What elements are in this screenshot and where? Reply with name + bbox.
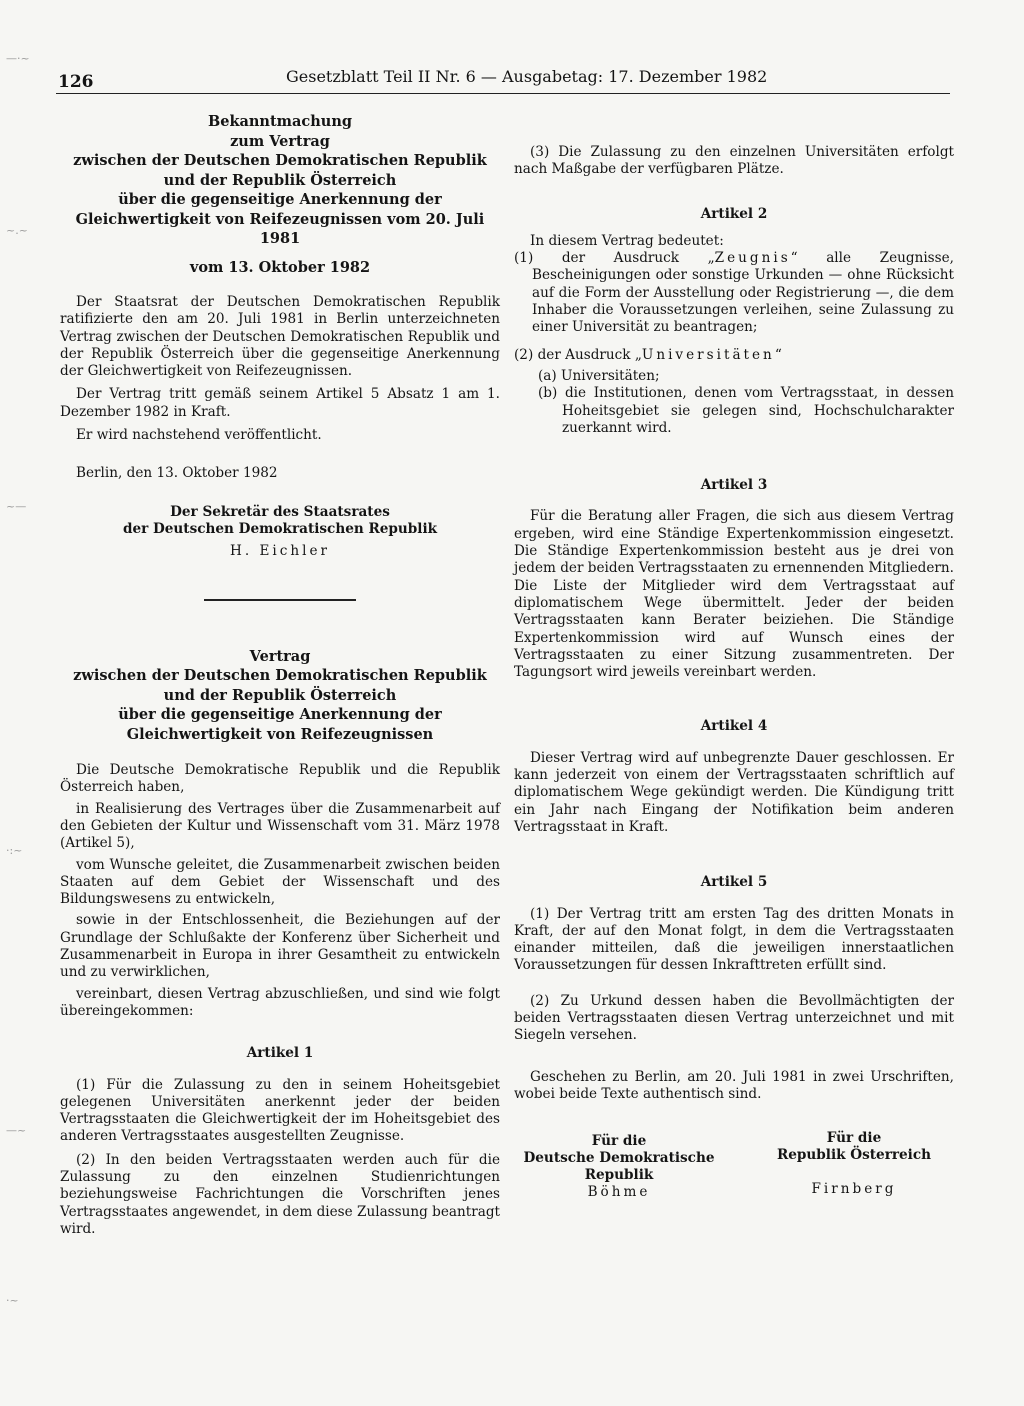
signature-gdr bbox=[514, 1133, 724, 1201]
gazette-header: Gesetzblatt Teil II Nr. 6 — Ausgabetag: 17. Dezember 1982 bbox=[286, 67, 768, 86]
announcement-title-line: und der Republik Österreich bbox=[163, 171, 397, 189]
signature-label: Republik bbox=[584, 1167, 654, 1184]
signer-name: H. Eichler bbox=[229, 543, 331, 560]
signer-title: Der Sekretär des Staatsrates bbox=[170, 503, 390, 520]
place-date: Berlin, den 13. Oktober 1982 bbox=[76, 465, 278, 482]
item-text: “ bbox=[774, 346, 782, 363]
signature-label: Deutsche Demokratische bbox=[523, 1150, 715, 1167]
preamble-paragraph: sowie in der Entschlossenheit, die Beziehungen auf der Grundlage der Schlußakte der Konferenz über Sicherheit und Zusammenarbeit in Europa in ihrer Gesamtheit zu entwickeln und zu verwirklichen, bbox=[60, 912, 500, 981]
article-3-paragraph: Für die Beratung aller Fragen, die sich aus diesem Vertrag ergeben, wird eine Ständige Expertenkommission eingesetzt. Die Ständige Expertenkommission besteht aus je drei von jedem der beiden Vertragsstaaten zu ernennenden Mitgliedern. Die Liste der Mitglieder wird dem Vertragsstaat auf diplomatischem Wege übermittelt. Jeder der beiden Vertragsstaaten kann Berater beiziehen. Die Ständige Expertenkommission wird auf Wunsch eines der Vertragsstaaten zu einer Sitzung zusammentreten. Der Tagungsort wird jeweils vereinbart werden. bbox=[514, 508, 954, 681]
scan-mark: ·~ bbox=[6, 1294, 19, 1307]
signer-title: der Deutschen Demokratischen Republik bbox=[122, 520, 438, 537]
article-1-paragraph: (3) Die Zulassung zu den einzelnen Universitäten erfolgt nach Maßgabe der verfügbaren Plätze. bbox=[514, 144, 954, 178]
treaty-title-line: und der Republik Österreich bbox=[163, 686, 397, 704]
article-4-paragraph: Dieser Vertrag wird auf unbegrenzte Dauer geschlossen. Er kann jederzeit von einem der Vertragsstaaten schriftlich auf diplomatischem Wege gekündigt werden. Die Kündigung tritt ein Jahr nach Eingang der Notifikation beim anderen Vertragsstaat in Kraft. bbox=[514, 749, 954, 835]
announcement-title-line: zwischen der Deutschen Demokratischen Republik bbox=[73, 152, 487, 169]
treaty-title-line: Vertrag bbox=[249, 647, 311, 665]
announcement-paragraph: Er wird nachstehend veröffentlicht. bbox=[76, 427, 322, 444]
item-prefix: (1) der Ausdruck „ bbox=[514, 250, 715, 267]
article-1-paragraph: (1) Für die Zulassung zu den in seinem Hoheitsgebiet gelegenen Universitäten anerkennt jeder der beiden Vertragsstaaten die Gleichwertigkeit der im Hoheitsgebiet des anderen Vertragsstaates ausgestellten Zeugnisse. bbox=[60, 1076, 500, 1145]
article-2-subitem: (a) Universitäten; bbox=[538, 367, 660, 384]
article-1-heading: Artikel 1 bbox=[246, 1045, 314, 1062]
article-2-item bbox=[514, 250, 954, 336]
treaty-title-line: zwischen der Deutschen Demokratischen Republik bbox=[73, 667, 487, 685]
treaty-title-line: Gleichwertigkeit von Reifezeugnissen bbox=[126, 725, 434, 743]
signature-label: Für die bbox=[826, 1130, 882, 1147]
article-2-item bbox=[514, 347, 954, 364]
defined-term: Universitäten bbox=[641, 346, 775, 363]
announcement-title-line: Gleichwertigkeit von Reifezeugnissen vom 20. Juli 1981 bbox=[75, 210, 485, 247]
preamble-paragraph: in Realisierung des Vertrages über die Zusammenarbeit auf den Gebieten der Kultur und Wissenschaft vom 31. März 1978 (Artikel 5), bbox=[60, 800, 500, 852]
announcement-date: vom 13. Oktober 1982 bbox=[189, 258, 371, 276]
signature-name: Böhme bbox=[587, 1184, 651, 1201]
article-2-heading: Artikel 2 bbox=[700, 205, 768, 222]
announcement-title bbox=[60, 112, 500, 249]
signature-name: Firnberg bbox=[811, 1181, 897, 1198]
article-4-heading: Artikel 4 bbox=[700, 718, 768, 735]
announcement-title-line: Bekanntmachung bbox=[207, 113, 353, 130]
scan-mark: —~ bbox=[6, 1124, 27, 1137]
article-1-paragraph: (2) In den beiden Vertragsstaaten werden auch für die Zulassung zu den einzelnen Studienrichtungen beziehungsweise Fachrichtungen die Vorschriften jenes Vertragsstaates angewendet, in dem diese Zulassung beantragt wird. bbox=[60, 1151, 500, 1237]
article-2-intro: In diesem Vertrag bedeutet: bbox=[530, 232, 724, 249]
item-text: “ alle Zeugnisse, Bescheinigungen oder sonstige Urkunden — ohne Rücksicht auf die Form der Ausstellung oder Registrierung —, die dem Inhaber die Voraussetzungen verleihen, seine Zulassung zu einer Universität zu beantragen; bbox=[532, 250, 954, 336]
item-prefix: (2) der Ausdruck „ bbox=[514, 346, 642, 363]
scan-mark: ·:~ bbox=[6, 844, 23, 857]
signature-block bbox=[514, 1130, 954, 1201]
page-number: 126 bbox=[58, 72, 94, 92]
scan-mark: —·~ bbox=[6, 52, 30, 65]
scan-mark: ~— bbox=[6, 500, 27, 513]
announcement-title-line: über die gegenseitige Anerkennung der bbox=[118, 191, 442, 208]
article-5-paragraph: (1) Der Vertrag tritt am ersten Tag des dritten Monats in Kraft, der auf den Monat folgt, in dem die Vertragsstaaten einander mitteilen, daß die jeweiligen innerstaatlichen Voraussetzungen für dessen Inkrafttreten erfüllt sind. bbox=[514, 905, 954, 974]
article-3-heading: Artikel 3 bbox=[700, 477, 768, 494]
treaty-title-line: über die gegenseitige Anerkennung der bbox=[118, 706, 442, 724]
announcement-paragraph: Der Vertrag tritt gemäß seinem Artikel 5 Absatz 1 am 1. Dezember 1982 in Kraft. bbox=[60, 386, 500, 420]
article-5-paragraph: (2) Zu Urkund dessen haben die Bevollmächtigten der beiden Vertragsstaaten diesen Vertrag unterzeichnet und mit Siegeln versehen. bbox=[514, 992, 954, 1044]
article-5-heading: Artikel 5 bbox=[700, 874, 768, 891]
header-rule bbox=[56, 93, 950, 94]
section-divider bbox=[204, 599, 356, 601]
preamble-paragraph: vereinbart, diesen Vertrag abzuschließen, und sind wie folgt übereingekommen: bbox=[60, 985, 500, 1019]
defined-term: Zeugnis bbox=[714, 250, 791, 267]
closing-clause: Geschehen zu Berlin, am 20. Juli 1981 in zwei Urschriften, wobei beide Texte authentisch sind. bbox=[514, 1068, 954, 1102]
announcement-title-line: zum Vertrag bbox=[230, 132, 330, 150]
left-column bbox=[60, 112, 500, 1238]
signature-label: Für die bbox=[591, 1133, 647, 1150]
signature-label: Republik Österreich bbox=[776, 1147, 932, 1164]
right-column bbox=[514, 104, 954, 1201]
article-2-subitem: (b) die Institutionen, denen vom Vertragsstaat, in dessen Hoheitsgebiet sie gelegen sind, Hochschulcharakter zuerkannt wird. bbox=[538, 385, 954, 436]
preamble-paragraph: Die Deutsche Demokratische Republik und die Republik Österreich haben, bbox=[60, 762, 500, 796]
preamble-paragraph: vom Wunsche geleitet, die Zusammenarbeit zwischen beiden Staaten auf dem Gebiet der Wissenschaft und des Bildungswesens zu entwickeln, bbox=[60, 856, 500, 908]
treaty-title bbox=[60, 647, 500, 745]
scan-mark: ~.~ bbox=[6, 224, 28, 237]
announcement-paragraph: Der Staatsrat der Deutschen Demokratischen Republik ratifizierte den am 20. Juli 1981 in Berlin unterzeichneten Vertrag zwischen der Deutschen Demokratischen Republik und der Republik Österreich über die gegenseitige Anerkennung der Gleichwertigkeit von Reifezeugnissen. bbox=[60, 294, 500, 380]
signature-austria bbox=[754, 1130, 954, 1201]
